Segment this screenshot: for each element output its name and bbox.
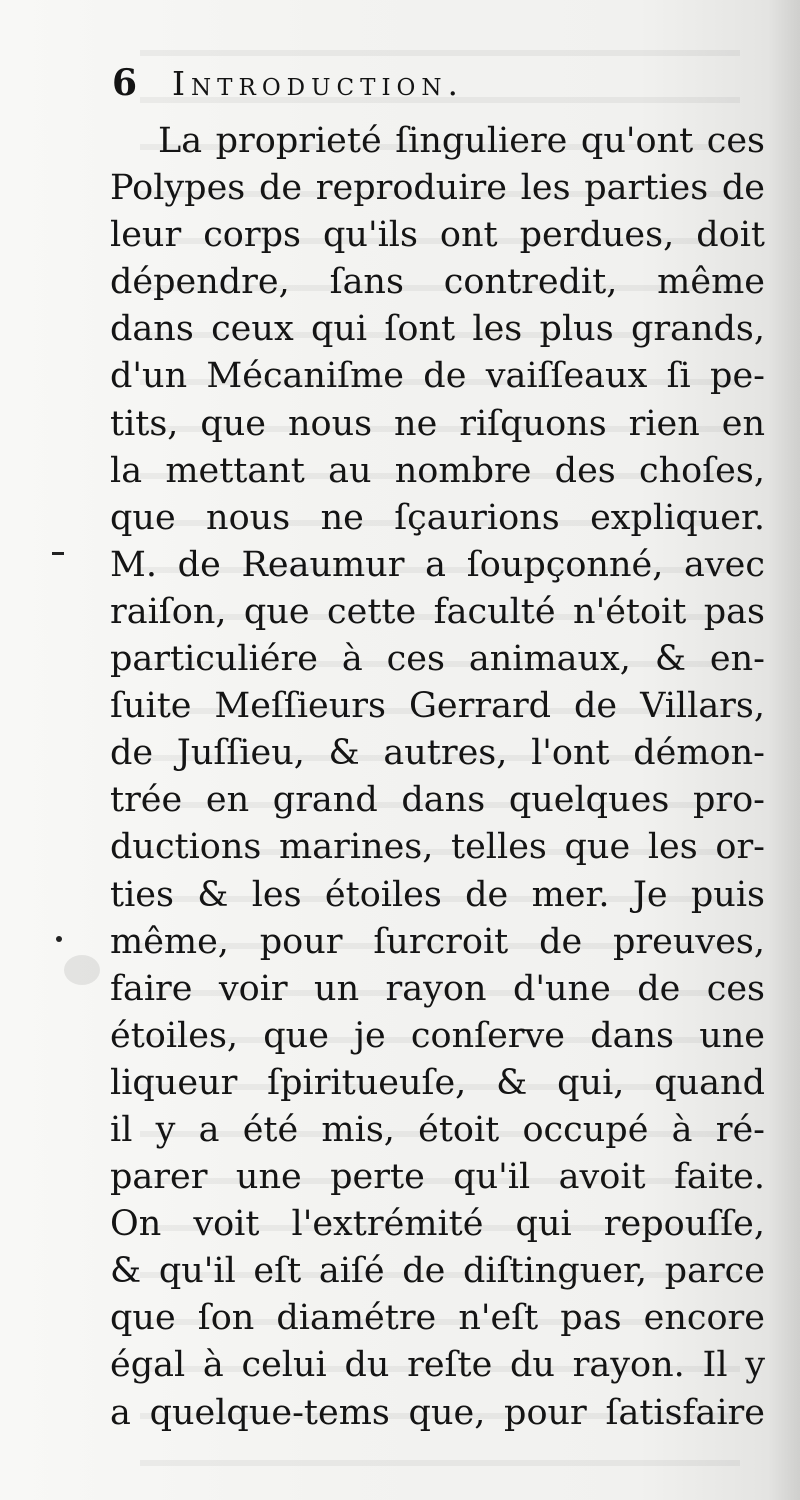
- text-line: dépendre, ſans contredit, même: [110, 262, 765, 303]
- ink-blot: [64, 955, 100, 985]
- text-line: étoiles, que je conſerve dans une: [110, 1015, 765, 1056]
- text-line: faire voir un rayon d'une de ces: [110, 968, 765, 1009]
- text-line: ties & les étoiles de mer. Je puis: [110, 874, 765, 915]
- text-line: que nous ne ſçaurions expliquer.: [110, 497, 765, 538]
- text-line: raiſon, que cette faculté n'étoit pas: [110, 591, 765, 632]
- text-line: leur corps qu'ils ont perdues, doit: [110, 215, 765, 256]
- text-line: & qu'il eſt aiſé de diſtinguer, parce: [110, 1251, 765, 1292]
- text-line: particuliére à ces animaux, & en-: [110, 639, 765, 680]
- text-line: Polypes de reproduire les parties de: [110, 168, 765, 209]
- text-line: il y a été mis, étoit occupé à ré-: [110, 1109, 765, 1150]
- text-line: même, pour ſurcroit de preuves,: [110, 921, 765, 962]
- text-line: La proprieté ſinguliere qu'ont ces: [158, 121, 765, 161]
- text-line: ductions marines, telles que les or-: [110, 827, 765, 868]
- text-line: M. de Reaumur a ſoupçonné, avec: [110, 544, 765, 585]
- text-line: de Juſſieu, & autres, l'ont démon-: [110, 733, 765, 774]
- text-line: égal à celui du reſte du rayon. Il y: [110, 1345, 765, 1386]
- running-head: [112, 62, 464, 108]
- text-line: la mettant au nombre des choſes,: [110, 450, 765, 491]
- text-line: d'un Mécaniſme de vaiſſeaux ſi pe-: [110, 356, 765, 397]
- text-line: liqueur ſpiritueuſe, & qui, quand: [110, 1062, 765, 1103]
- text-line: que ſon diamétre n'eſt pas encore: [110, 1298, 765, 1339]
- text-line: a quelque-tems que, pour ſatisfaire: [110, 1392, 765, 1433]
- text-line: parer une perte qu'il avoit faite.: [110, 1157, 765, 1198]
- text-line: trée en grand dans quelques pro-: [110, 780, 765, 821]
- body-text: [110, 118, 765, 1437]
- margin-dash-mark: [52, 552, 64, 555]
- text-line: On voit l'extrémité qui repouſſe,: [110, 1204, 765, 1245]
- text-line: tits, que nous ne riſquons rien en: [110, 403, 765, 444]
- page-number: 6: [112, 62, 138, 104]
- margin-dot-mark: [56, 936, 62, 942]
- text-line: dans ceux qui ſont les plus grands,: [110, 309, 765, 350]
- text-line: ſuite Meſſieurs Gerrard de Villars,: [110, 686, 765, 727]
- section-title: Introduction.: [172, 64, 464, 103]
